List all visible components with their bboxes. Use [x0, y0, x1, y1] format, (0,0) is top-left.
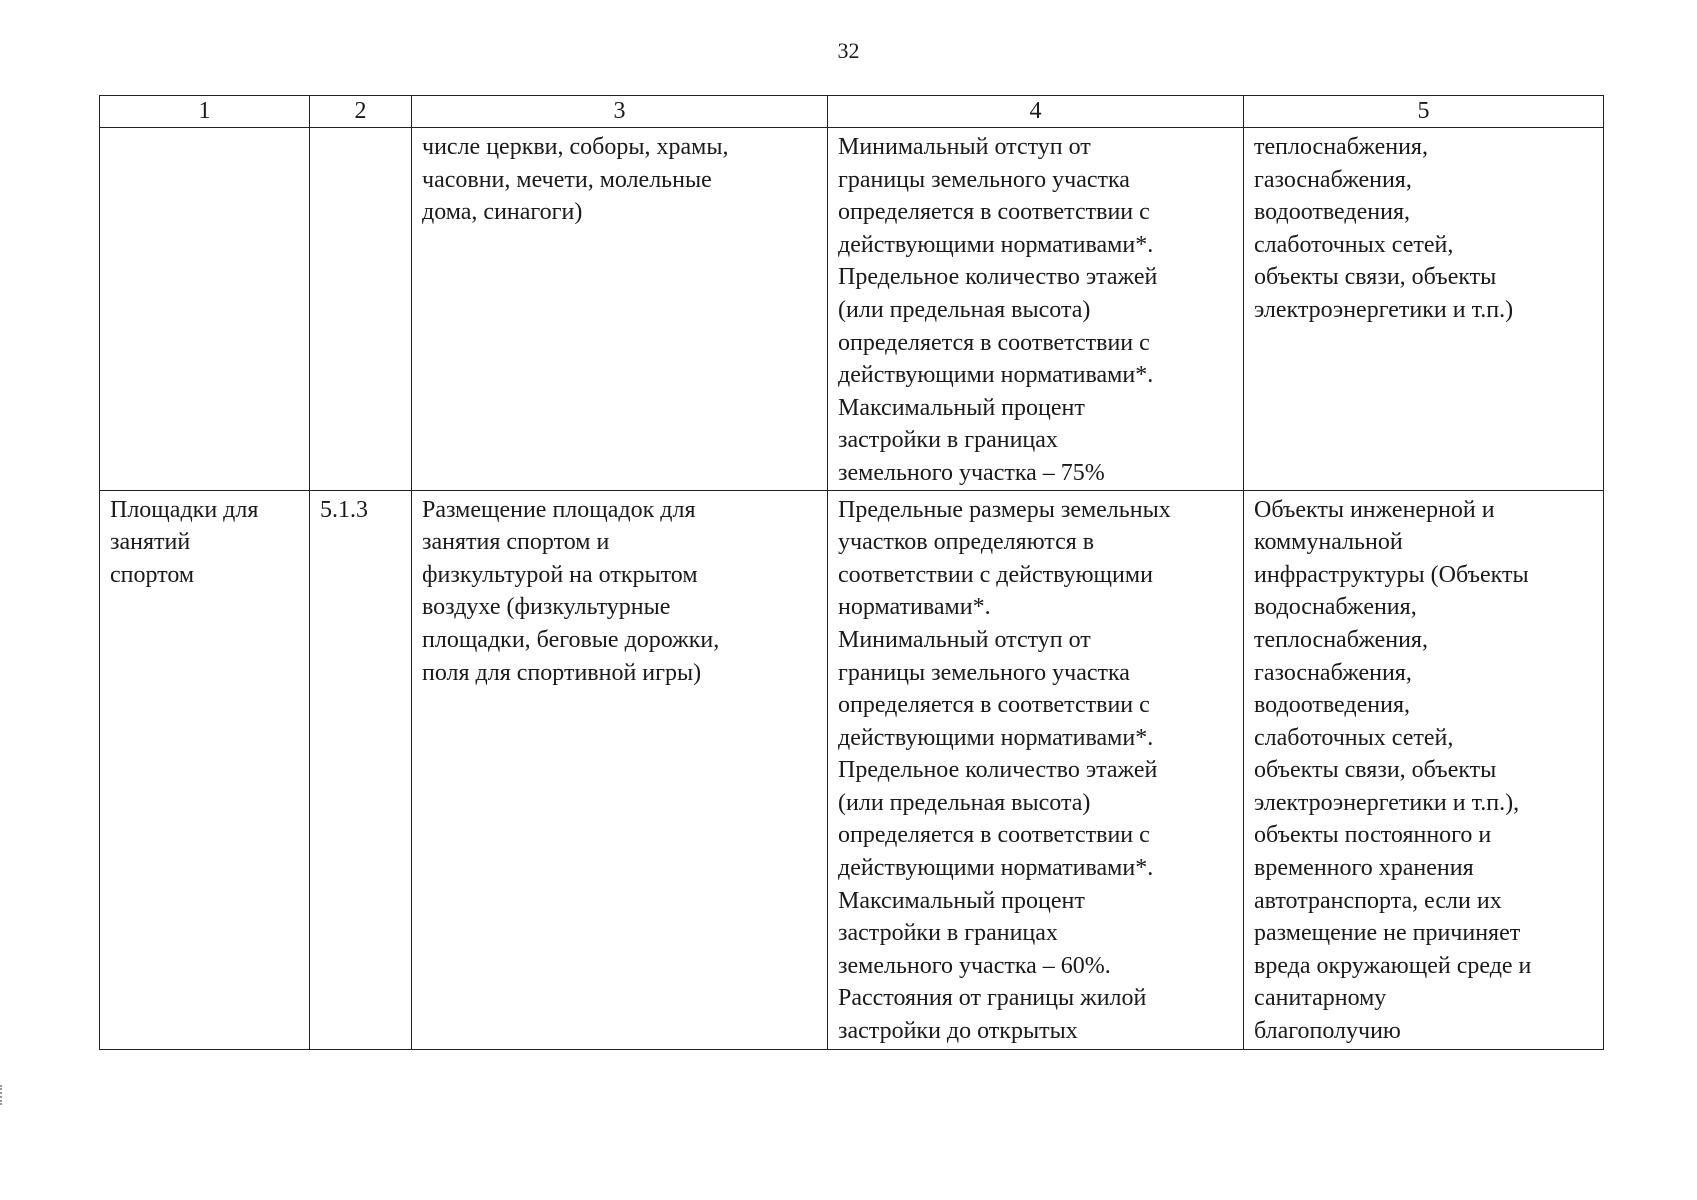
- cell-text-line: Объекты инженерной и: [1254, 496, 1495, 523]
- cell-text-line: санитарному: [1254, 985, 1387, 1012]
- cell-text-line: спортом: [110, 561, 195, 588]
- cell-parameters: [828, 490, 1244, 1049]
- cell-text-line: определяется в соответствии с: [838, 822, 1150, 849]
- cell-text-line: застройки в границах: [838, 427, 1058, 454]
- cell-text-line: автотранспорта, если их: [1254, 887, 1502, 914]
- cell-text-line: границы земельного участка: [838, 659, 1130, 686]
- cell-text-line: Минимальный отступ от: [838, 134, 1091, 160]
- cell-text-line: часовни, мечети, молельные: [422, 166, 712, 193]
- cell-text-line: застройки в границах: [838, 920, 1058, 947]
- cell-text-line: Площадки для: [110, 496, 259, 523]
- header-col-2: 2: [310, 96, 412, 128]
- cell-auxiliary-uses: [1244, 128, 1604, 491]
- cell-text-line: теплоснабжения,: [1254, 626, 1428, 653]
- cell-text-line: водоснабжения,: [1254, 594, 1417, 621]
- cell-text-line: вреда окружающей среде и: [1254, 952, 1532, 979]
- cell-text-line: физкультурой на открытом: [422, 561, 698, 588]
- cell-use-description: [412, 128, 828, 491]
- cell-auxiliary-uses: [1244, 490, 1604, 1049]
- cell-text-line: электроэнергетики и т.п.),: [1254, 789, 1520, 816]
- cell-text-line: действующими нормативами*.: [838, 362, 1154, 389]
- cell-text-line: Максимальный процент: [838, 887, 1085, 914]
- table-header: [100, 96, 1604, 128]
- cell-text-line: 5.1.3: [320, 496, 368, 523]
- cell-text-line: площадки, беговые дорожки,: [422, 626, 720, 653]
- cell-text-line: границы земельного участка: [838, 166, 1130, 193]
- cell-text-line: коммунальной: [1254, 529, 1403, 556]
- cell-text-line: дома, синагоги): [422, 199, 583, 226]
- cell-text-line: действующими нормативами*.: [838, 231, 1154, 258]
- table-body: [100, 128, 1604, 1050]
- table-row: [100, 128, 1604, 491]
- cell-use-description: [412, 490, 828, 1049]
- cell-text-line: Предельные размеры земельных: [838, 496, 1171, 523]
- cell-text-line: временного хранения: [1254, 855, 1474, 882]
- cell-text-line: газоснабжения,: [1254, 166, 1412, 193]
- cell-text-line: земельного участка – 60%.: [838, 952, 1111, 979]
- cell-text-line: поля для спортивной игры): [422, 659, 702, 686]
- cell-text-line: (или предельная высота): [838, 296, 1091, 323]
- land-use-table: [99, 95, 1604, 1050]
- cell-use-code: [310, 490, 412, 1049]
- cell-text-line: водоотведения,: [1254, 199, 1410, 226]
- cell-text-line: застройки до открытых: [838, 1018, 1078, 1045]
- cell-use-name: [100, 490, 310, 1049]
- page-number: 32: [837, 38, 860, 63]
- cell-text-line: Максимальный процент: [838, 394, 1085, 421]
- cell-text-line: объекты связи, объекты: [1254, 757, 1497, 784]
- cell-text-line: действующими нормативами*.: [838, 724, 1154, 751]
- cell-text-line: объекты связи, объекты: [1254, 264, 1497, 291]
- cell-text-line: числе церкви, соборы, храмы,: [422, 134, 729, 160]
- cell-text-line: Расстояния от границы жилой: [838, 985, 1147, 1012]
- header-col-5: 5: [1244, 96, 1604, 128]
- cell-text-line: земельного участка – 75%: [838, 459, 1105, 486]
- cell-text-line: соответствии с действующими: [838, 561, 1153, 588]
- header-row: [100, 96, 1604, 128]
- cell-text-line: определяется в соответствии с: [838, 329, 1150, 356]
- header-col-4: 4: [828, 96, 1244, 128]
- cell-text-line: Предельное количество этажей: [838, 757, 1158, 784]
- cell-text-line: действующими нормативами*.: [838, 855, 1154, 882]
- cell-use-code: [310, 128, 412, 491]
- cell-text-line: занятия спортом и: [422, 529, 610, 556]
- cell-text-line: благополучию: [1254, 1018, 1401, 1045]
- cell-text-line: водоотведения,: [1254, 692, 1410, 719]
- scan-margin-mark: [0, 1085, 8, 1105]
- cell-text-line: (или предельная высота): [838, 789, 1091, 816]
- cell-text-line: определяется в соответствии с: [838, 692, 1150, 719]
- cell-text-line: электроэнергетики и т.п.): [1254, 296, 1514, 323]
- cell-text-line: теплоснабжения,: [1254, 134, 1428, 160]
- cell-text-line: размещение не причиняет: [1254, 920, 1521, 947]
- cell-text-line: слаботочных сетей,: [1254, 724, 1454, 751]
- cell-parameters: [828, 128, 1244, 491]
- cell-text-line: Минимальный отступ от: [838, 626, 1091, 653]
- cell-text-line: Размещение площадок для: [422, 496, 696, 523]
- cell-text-line: нормативами*.: [838, 594, 991, 621]
- cell-text-line: слаботочных сетей,: [1254, 231, 1454, 258]
- cell-text-line: газоснабжения,: [1254, 659, 1412, 686]
- cell-use-name: [100, 128, 310, 491]
- cell-text-line: Предельное количество этажей: [838, 264, 1158, 291]
- cell-text-line: воздухе (физкультурные: [422, 594, 671, 621]
- table-row: [100, 490, 1604, 1049]
- header-col-3: 3: [412, 96, 828, 128]
- cell-text-line: занятий: [110, 529, 191, 556]
- cell-text-line: определяется в соответствии с: [838, 199, 1150, 226]
- cell-text-line: объекты постоянного и: [1254, 822, 1492, 849]
- cell-text-line: участков определяются в: [838, 529, 1095, 556]
- cell-text-line: инфраструктуры (Объекты: [1254, 561, 1529, 588]
- header-col-1: 1: [100, 96, 310, 128]
